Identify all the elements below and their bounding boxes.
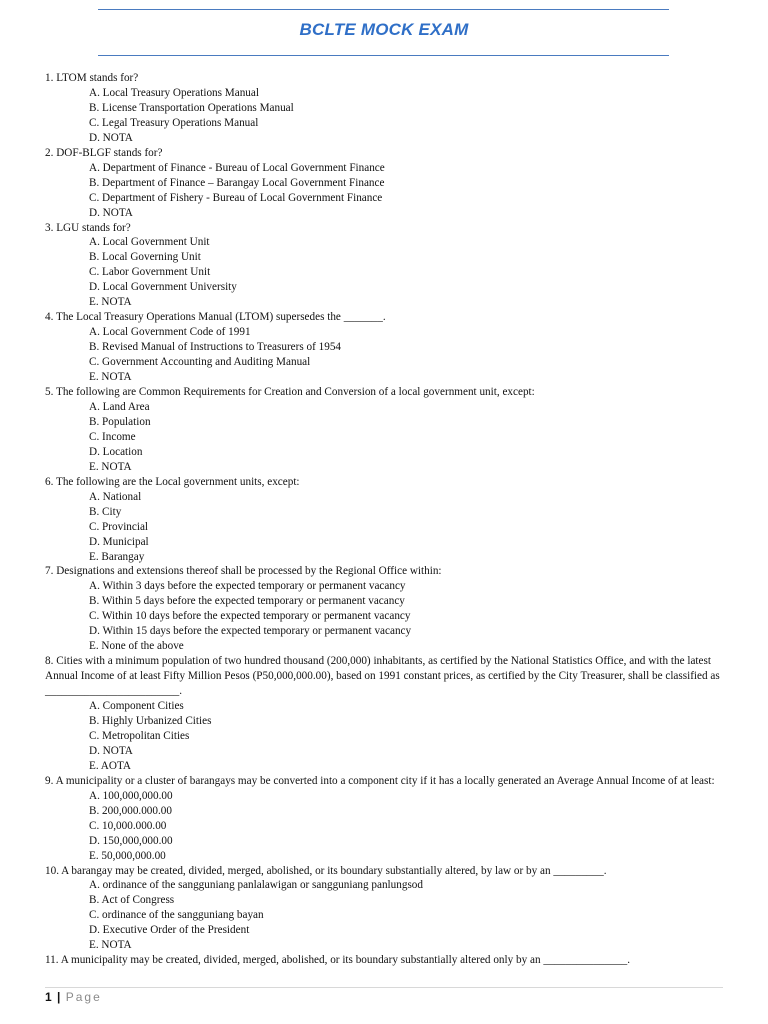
question-text: 10. A barangay may be created, divided, merged, abolished, or its boundary substantially altered, by law or by an _________. xyxy=(45,864,607,877)
question-text: 1. LTOM stands for? xyxy=(45,72,139,84)
answer-option: A. Local Government Unit xyxy=(89,236,210,249)
answer-option: E. None of the above xyxy=(89,640,184,653)
question-1 xyxy=(45,71,725,146)
answer-option: A. Component Cities xyxy=(89,700,184,713)
answer-option: C. ordinance of the sangguniang bayan xyxy=(89,909,264,922)
answer-option: A. Department of Finance - Bureau of Local Government Finance xyxy=(89,161,385,174)
question-8 xyxy=(45,654,725,774)
answer-option: B. Department of Finance – Barangay Local Government Finance xyxy=(89,176,385,189)
footer-separator: | xyxy=(57,990,61,1004)
answer-option: A. Local Treasury Operations Manual xyxy=(89,86,259,99)
answer-option: C. 10,000.000.00 xyxy=(89,819,167,832)
footer-rule xyxy=(45,987,723,988)
question-text: 5. The following are Common Requirements for Creation and Conversion of a local government unit, except: xyxy=(45,386,535,399)
answer-option: C. Within 10 days before the expected temporary or permanent vacancy xyxy=(89,610,411,623)
question-text: 3. LGU stands for? xyxy=(45,221,131,234)
answer-option: E. NOTA xyxy=(89,939,132,952)
question-4 xyxy=(45,310,725,385)
header-top-rule xyxy=(98,9,669,10)
answer-option: E. 50,000,000.00 xyxy=(89,849,166,862)
answer-option: B. City xyxy=(89,505,122,518)
question-10 xyxy=(45,864,725,954)
answer-option: D. Within 15 days before the expected temporary or permanent vacancy xyxy=(89,625,412,638)
answer-option: D. NOTA xyxy=(89,131,133,144)
answer-option: C. Government Accounting and Auditing Manual xyxy=(89,356,311,369)
answer-option: D. Local Government University xyxy=(89,281,237,294)
question-text: 8. Cities with a minimum population of two hundred thousand (200,000) inhabitants, as certified by the National Statistics Office, and with the latest Annual Income of at least Fifty Million Pesos (P50,000,000.00), based on 1991 constant prices, as certified by the City Treasurer, shall be classified as ________________________. xyxy=(45,655,720,698)
answer-option: E. NOTA xyxy=(89,371,132,384)
answer-option: D. Executive Order of the President xyxy=(89,924,250,937)
header-bottom-rule xyxy=(98,55,669,56)
question-3 xyxy=(45,221,725,311)
question-11 xyxy=(45,953,725,968)
answer-option: C. Legal Treasury Operations Manual xyxy=(89,116,259,129)
question-9 xyxy=(45,774,725,864)
answer-option: D. 150,000,000.00 xyxy=(89,834,173,847)
answer-option: D. Location xyxy=(89,445,143,458)
question-text: 9. A municipality or a cluster of barangays may be converted into a component city if it has a locally generated an Average Annual Income of at least: xyxy=(45,774,715,787)
question-6 xyxy=(45,475,725,565)
page-number: 1 xyxy=(45,990,52,1004)
question-text: 11. A municipality may be created, divided, merged, abolished, or its boundary substantially altered only by an _______________. xyxy=(45,954,631,967)
answer-option: B. 200,000.000.00 xyxy=(89,804,172,817)
answer-option: B. Population xyxy=(89,415,151,428)
question-text: 7. Designations and extensions thereof shall be processed by the Regional Office within: xyxy=(45,565,442,578)
question-2 xyxy=(45,146,725,221)
answer-option: C. Labor Government Unit xyxy=(89,266,211,279)
page-title: BCLTE MOCK EXAM xyxy=(299,20,469,39)
answer-option: E. NOTA xyxy=(89,460,132,473)
answer-option: B. License Transportation Operations Manual xyxy=(89,101,294,114)
answer-option: E. NOTA xyxy=(89,296,132,309)
answer-option: A. National xyxy=(89,490,142,503)
page-footer xyxy=(45,990,102,1004)
answer-option: E. AOTA xyxy=(89,759,131,772)
answer-option: A. ordinance of the sangguniang panlalawigan or sangguniang panlungsod xyxy=(89,879,423,892)
answer-option: B. Local Governing Unit xyxy=(89,251,201,264)
question-5 xyxy=(45,385,725,475)
question-7 xyxy=(45,564,725,654)
question-text: 2. DOF-BLGF stands for? xyxy=(45,146,163,159)
answer-option: B. Within 5 days before the expected temporary or permanent vacancy xyxy=(89,595,405,608)
answer-option: B. Highly Urbanized Cities xyxy=(89,714,212,727)
answer-option: C. Department of Fishery - Bureau of Local Government Finance xyxy=(89,191,383,204)
answer-option: C. Provincial xyxy=(89,520,149,533)
answer-option: D. NOTA xyxy=(89,206,133,219)
answer-option: B. Revised Manual of Instructions to Treasurers of 1954 xyxy=(89,341,342,354)
question-list xyxy=(45,71,725,968)
page-label: Page xyxy=(65,990,102,1004)
answer-option: D. NOTA xyxy=(89,744,133,757)
answer-option: A. 100,000,000.00 xyxy=(89,789,173,802)
answer-option: B. Act of Congress xyxy=(89,894,175,907)
answer-option: A. Local Government Code of 1991 xyxy=(89,326,251,339)
answer-option: D. Municipal xyxy=(89,535,149,548)
answer-option: A. Land Area xyxy=(89,400,150,413)
answer-option: E. Barangay xyxy=(89,550,145,563)
answer-option: C. Income xyxy=(89,430,136,443)
answer-option: C. Metropolitan Cities xyxy=(89,729,190,742)
question-text: 6. The following are the Local government units, except: xyxy=(45,475,300,488)
answer-option: A. Within 3 days before the expected temporary or permanent vacancy xyxy=(89,580,406,593)
question-text: 4. The Local Treasury Operations Manual (LTOM) supersedes the _______. xyxy=(45,311,386,324)
